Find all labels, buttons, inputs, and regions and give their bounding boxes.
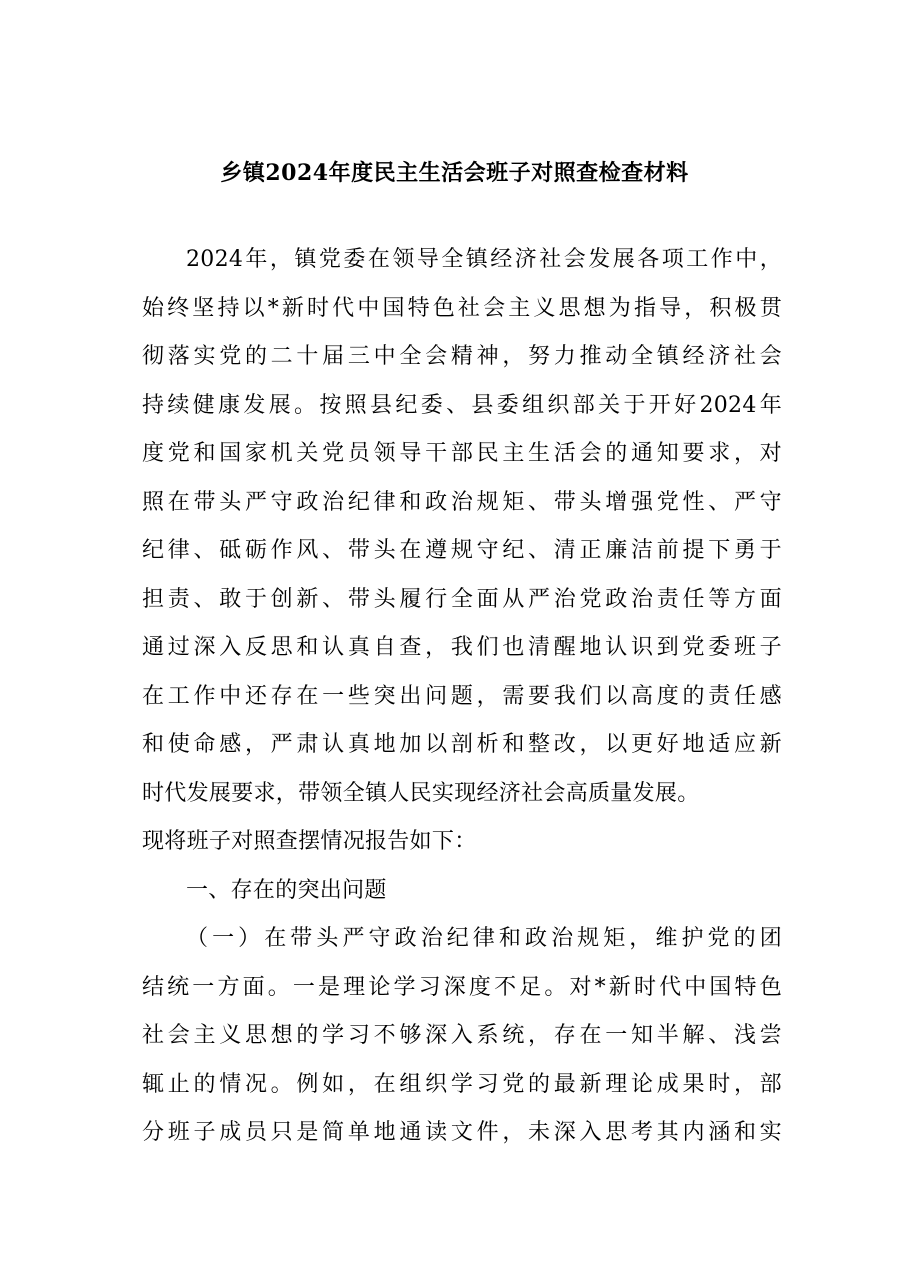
paragraph-line: 纪律、砥砺作风、带头在遵规守纪、清正廉洁前提下勇于	[142, 538, 782, 563]
document-body	[142, 236, 782, 1158]
paragraph-line: 社会主义思想的学习不够深入系统，存在一知半解、浅尝	[142, 1023, 782, 1048]
paragraph-line: 照在带头严守政治纪律和政治规矩、带头增强党性、严守	[142, 489, 782, 515]
paragraph-line: （一）在带头严守政治纪律和政治规矩，维护党的团	[186, 926, 782, 951]
paragraph-line: 分班子成员只是简单地通读文件，未深入思考其内涵和实	[142, 1120, 782, 1145]
paragraph-line: 度党和国家机关党员领导干部民主生活会的通知要求，对	[142, 441, 782, 466]
paragraph-line: 彻落实党的二十届三中全会精神，努力推动全镇经济社会	[142, 344, 782, 369]
paragraph-line: 始终坚持以*新时代中国特色社会主义思想为指导，积极贯	[142, 295, 782, 321]
paragraph-line: 结统一方面。一是理论学习深度不足。对*新时代中国特色	[142, 974, 782, 1000]
paragraph-line: 辄止的情况。例如，在组织学习党的最新理论成果时，部	[142, 1071, 782, 1097]
document-title: 乡镇2024年度民主生活会班子对照查检查材料	[220, 160, 689, 186]
section-heading: 一、存在的突出问题	[186, 877, 387, 903]
paragraph-line: 在工作中还存在一些突出问题，需要我们以高度的责任感	[142, 683, 782, 709]
paragraph-line: 通过深入反思和认真自查，我们也清醒地认识到党委班子	[142, 635, 782, 660]
paragraph-line: 和使命感，严肃认真地加以剖析和整改，以更好地适应新	[142, 732, 782, 757]
paragraph-line: 持续健康发展。按照县纪委、县委组织部关于开好2024年	[142, 392, 782, 418]
paragraph-line: 2024年，镇党委在领导全镇经济社会发展各项工作中，	[186, 247, 782, 272]
paragraph-line: 担责、敢于创新、带头履行全面从严治党政治责任等方面	[142, 586, 782, 612]
paragraph-line: 时代发展要求，带领全镇人民实现经济社会高质量发展。	[142, 780, 700, 806]
paragraph-line: 现将班子对照查摆情况报告如下：	[142, 829, 477, 854]
